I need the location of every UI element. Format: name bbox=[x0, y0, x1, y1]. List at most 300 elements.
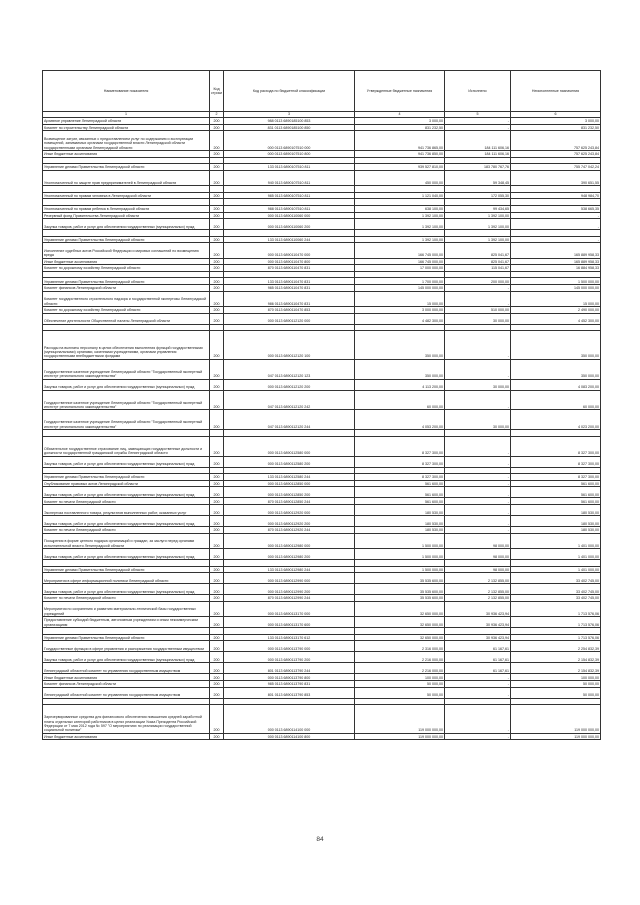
approved-amount-cell: 15 000,00 bbox=[355, 291, 445, 306]
budget-code-cell: 133 0113 6890112580 244 bbox=[224, 474, 355, 481]
budget-code-cell: 940 0113 6890107510 811 bbox=[224, 170, 355, 185]
table-row bbox=[43, 467, 601, 474]
unexecuted-amount-cell bbox=[511, 157, 601, 164]
line-code-cell: 200 bbox=[210, 258, 224, 265]
unexecuted-amount-cell: 350 000,00 bbox=[511, 331, 601, 360]
budget-code-cell: 000 0113 6890112120 200 bbox=[224, 379, 355, 390]
indicator-name-cell: Уполномоченный по правам человека в Ленинградской области bbox=[43, 192, 210, 199]
budget-code-cell bbox=[224, 186, 355, 193]
approved-amount-cell: 941 736 850,00 bbox=[355, 150, 445, 157]
line-code-cell: 200 bbox=[210, 533, 224, 548]
unexecuted-amount-cell bbox=[511, 186, 601, 193]
line-code-cell: 200 bbox=[210, 359, 224, 379]
executed-amount-cell: 510 000,00 bbox=[445, 307, 511, 314]
indicator-name-cell: Иные бюджетные ассигнования bbox=[43, 733, 210, 740]
table-row bbox=[43, 131, 601, 151]
approved-amount-cell: 35 535 600,00 bbox=[355, 573, 445, 584]
approved-amount-cell: 60 000,00 bbox=[355, 390, 445, 410]
budget-code-cell bbox=[224, 628, 355, 635]
header-unexecuted: Неисполненные назначения bbox=[511, 71, 601, 112]
unexecuted-amount-cell: 16 884 958,33 bbox=[511, 265, 601, 272]
unexecuted-amount-cell: 119 000 000,00 bbox=[511, 733, 601, 740]
table-row bbox=[43, 192, 601, 199]
executed-amount-cell: - bbox=[445, 285, 511, 292]
header-line-code: Код строки bbox=[210, 71, 224, 112]
indicator-name-cell: Иные бюджетные ассигнования bbox=[43, 674, 210, 681]
table-row bbox=[43, 548, 601, 559]
executed-amount-cell: - bbox=[445, 487, 511, 498]
unexecuted-amount-cell: 561 600,00 bbox=[511, 487, 601, 498]
unexecuted-amount-cell: 561 600,00 bbox=[511, 498, 601, 505]
line-code-cell bbox=[210, 199, 224, 206]
unexecuted-amount-cell bbox=[511, 628, 601, 635]
executed-amount-cell bbox=[445, 271, 511, 278]
budget-code-cell: 000 0113 6890112120 000 bbox=[224, 313, 355, 324]
table-row bbox=[43, 243, 601, 258]
unexecuted-amount-cell: 33 402 745,00 bbox=[511, 584, 601, 595]
table-row bbox=[43, 124, 601, 131]
table-row bbox=[43, 527, 601, 534]
table-row bbox=[43, 533, 601, 548]
budget-code-cell: 000 0113 6890112850 200 bbox=[224, 487, 355, 498]
executed-amount-cell: 61 167,61 bbox=[445, 641, 511, 652]
indicator-name-cell: Управление делами Правительства Ленинградской области bbox=[43, 566, 210, 573]
approved-amount-cell: 35 535 600,00 bbox=[355, 595, 445, 602]
indicator-name-cell: Мероприятия в сфере информационной политики Ленинградской области bbox=[43, 573, 210, 584]
unexecuted-amount-cell: 2 254 832,39 bbox=[511, 641, 601, 652]
executed-amount-cell: - bbox=[445, 505, 511, 516]
column-number: 2 bbox=[210, 112, 224, 118]
unexecuted-amount-cell bbox=[511, 324, 601, 331]
unexecuted-amount-cell bbox=[511, 559, 601, 566]
line-code-cell: 200 bbox=[210, 617, 224, 628]
indicator-name-cell: Комитет по печати Ленинградской области bbox=[43, 498, 210, 505]
executed-amount-cell: 1 392 100,00 bbox=[445, 236, 511, 243]
executed-amount-cell: 825 041,67 bbox=[445, 243, 511, 258]
approved-amount-cell: 180 530,00 bbox=[355, 527, 445, 534]
line-code-cell: 200 bbox=[210, 313, 224, 324]
executed-amount-cell: - bbox=[445, 498, 511, 505]
executed-amount-cell: 1 392 100,00 bbox=[445, 212, 511, 219]
unexecuted-amount-cell: 4 452 300,00 bbox=[511, 313, 601, 324]
approved-amount-cell: 831 232,50 bbox=[355, 124, 445, 131]
unexecuted-amount-cell: 538 665,35 bbox=[511, 205, 601, 212]
indicator-name-cell: Комитет финансов Ленинградской области bbox=[43, 285, 210, 292]
budget-code-cell: 000 0113 6890112990 000 bbox=[224, 573, 355, 584]
header-budget-code: Код расхода по бюджетной классификации bbox=[224, 71, 355, 112]
header-executed: Исполнено bbox=[445, 71, 511, 112]
unexecuted-amount-cell: 33 402 745,00 bbox=[511, 573, 601, 584]
executed-amount-cell bbox=[445, 467, 511, 474]
table-header-row bbox=[43, 71, 601, 112]
table-row bbox=[43, 487, 601, 498]
approved-amount-cell: 1 392 100,00 bbox=[355, 236, 445, 243]
budget-code-cell bbox=[224, 271, 355, 278]
header-indicator-name: Наименование показателя bbox=[43, 71, 210, 112]
unexecuted-amount-cell bbox=[511, 230, 601, 237]
unexecuted-amount-cell: 100 000,00 bbox=[511, 674, 601, 681]
table-row bbox=[43, 584, 601, 595]
approved-amount-cell: 4 053 200,00 bbox=[355, 410, 445, 430]
approved-amount-cell bbox=[355, 698, 445, 705]
budget-code-cell: 985 0113 6890110470 831 bbox=[224, 285, 355, 292]
line-code-cell: 200 bbox=[210, 680, 224, 687]
budget-code-cell bbox=[224, 698, 355, 705]
table-row bbox=[43, 498, 601, 505]
table-row bbox=[43, 390, 601, 410]
executed-amount-cell bbox=[445, 157, 511, 164]
executed-amount-cell: 30 000,00 bbox=[445, 313, 511, 324]
line-code-cell: 200 bbox=[210, 150, 224, 157]
approved-amount-cell: 2 216 000,00 bbox=[355, 663, 445, 674]
executed-amount-cell: - bbox=[445, 456, 511, 467]
approved-amount-cell: 119 000 000,00 bbox=[355, 705, 445, 734]
budget-code-cell: 000 0113 6890113170 600 bbox=[224, 617, 355, 628]
unexecuted-amount-cell: 1 500 000,00 bbox=[511, 278, 601, 285]
line-code-cell: 200 bbox=[210, 192, 224, 199]
executed-amount-cell: - bbox=[445, 291, 511, 306]
budget-code-cell: 000 0113 6890112120 100 bbox=[224, 331, 355, 360]
line-code-cell: 200 bbox=[210, 291, 224, 306]
table-row bbox=[43, 285, 601, 292]
indicator-name-cell: Расходы на выплаты персоналу в целях обеспечения выполнения функций государственными (муниципальными) органами, казенными учреждениями, органами управления государственными внебюджетными фондами bbox=[43, 331, 210, 360]
indicator-name-cell: Комитет по дорожному хозяйству Ленинградской области bbox=[43, 265, 210, 272]
budget-code-cell bbox=[224, 157, 355, 164]
executed-amount-cell: - bbox=[445, 733, 511, 740]
approved-amount-cell: 561 600,00 bbox=[355, 480, 445, 487]
approved-amount-cell: 50 000,00 bbox=[355, 680, 445, 687]
executed-amount-cell: - bbox=[445, 124, 511, 131]
budget-code-cell: 000 0113 6890113170 000 bbox=[224, 601, 355, 616]
unexecuted-amount-cell: 15 000,00 bbox=[511, 291, 601, 306]
approved-amount-cell: 1 121 040,00 bbox=[355, 192, 445, 199]
table-row bbox=[43, 170, 601, 185]
indicator-name-cell bbox=[43, 230, 210, 237]
approved-amount-cell: 32 650 000,00 bbox=[355, 601, 445, 616]
budget-code-cell: 133 0113 6890110470 831 bbox=[224, 278, 355, 285]
approved-amount-cell: 8 327 300,00 bbox=[355, 474, 445, 481]
indicator-name-cell: Управление делами Правительства Ленинградской области bbox=[43, 474, 210, 481]
indicator-name-cell bbox=[43, 324, 210, 331]
line-code-cell bbox=[210, 467, 224, 474]
table-row bbox=[43, 236, 601, 243]
line-code-cell bbox=[210, 698, 224, 705]
approved-amount-cell: 8 327 300,00 bbox=[355, 456, 445, 467]
unexecuted-amount-cell: 8 327 300,00 bbox=[511, 456, 601, 467]
line-code-cell: 200 bbox=[210, 236, 224, 243]
table-row bbox=[43, 652, 601, 663]
unexecuted-amount-cell: 755 747 042,24 bbox=[511, 164, 601, 171]
indicator-name-cell: Закупка товаров, работ и услуг для обеспечения государственных (муниципальных) нужд bbox=[43, 379, 210, 390]
approved-amount-cell: 17 000 000,00 bbox=[355, 265, 445, 272]
executed-amount-cell bbox=[445, 199, 511, 206]
table-row bbox=[43, 118, 601, 125]
table-row bbox=[43, 516, 601, 527]
approved-amount-cell: 1 500 000,00 bbox=[355, 548, 445, 559]
executed-amount-cell: - bbox=[445, 705, 511, 734]
budget-code-cell: 000 0113 6890110060 200 bbox=[224, 219, 355, 230]
indicator-name-cell: Закупка товаров, работ и услуг для обеспечения государственных (муниципальных) нужд bbox=[43, 487, 210, 498]
approved-amount-cell: 119 000 000,00 bbox=[355, 733, 445, 740]
line-code-cell bbox=[210, 430, 224, 437]
unexecuted-amount-cell: 180 530,00 bbox=[511, 516, 601, 527]
executed-amount-cell: 184 111 606,16 bbox=[445, 150, 511, 157]
approved-amount-cell: 180 530,00 bbox=[355, 516, 445, 527]
executed-amount-cell: 30 936 423,94 bbox=[445, 601, 511, 616]
budget-code-cell: 870 0113 6890110470 831 bbox=[224, 265, 355, 272]
budget-code-cell: 988 0113 6890185100 853 bbox=[224, 118, 355, 125]
indicator-name-cell: Государственное казенное учреждение Ленинградской области "Государственный экспертный институт регионального законодательства" bbox=[43, 410, 210, 430]
approved-amount-cell: 941 736 865,00 bbox=[355, 131, 445, 151]
column-number: 1 bbox=[43, 112, 210, 118]
unexecuted-amount-cell: 145 000 000,00 bbox=[511, 285, 601, 292]
approved-amount-cell: 166 745 000,00 bbox=[355, 243, 445, 258]
indicator-name-cell: Исполнение судебных актов Российской Федерации и мировых соглашений по возмещению вреда bbox=[43, 243, 210, 258]
executed-amount-cell: - bbox=[445, 680, 511, 687]
indicator-name-cell: Обязательное государственное страхование лиц, замещающих государственные должности и должности государственной гражданской службы Ленинградской области bbox=[43, 436, 210, 456]
indicator-name-cell bbox=[43, 199, 210, 206]
indicator-name-cell: Поощрения в форме ценного подарка организаций и граждан, за заслуги перед органами исполнительной власти Ленинградской области bbox=[43, 533, 210, 548]
table-row bbox=[43, 379, 601, 390]
line-code-cell: 200 bbox=[210, 584, 224, 595]
indicator-name-cell: Предоставление субсидий бюджетным, автономным учреждениям и иным некоммерческим организациям bbox=[43, 617, 210, 628]
line-code-cell: 200 bbox=[210, 487, 224, 498]
table-row bbox=[43, 628, 601, 635]
executed-amount-cell bbox=[445, 628, 511, 635]
budget-code-cell: 988 0113 6890107510 811 bbox=[224, 205, 355, 212]
approved-amount-cell: 561 600,00 bbox=[355, 498, 445, 505]
line-code-cell: 200 bbox=[210, 331, 224, 360]
table-row bbox=[43, 705, 601, 734]
table-row bbox=[43, 663, 601, 674]
unexecuted-amount-cell: - bbox=[511, 219, 601, 230]
budget-code-cell: 000 0113 6890112920 200 bbox=[224, 516, 355, 527]
budget-code-cell: 870 0113 6890112990 244 bbox=[224, 595, 355, 602]
executed-amount-cell: - bbox=[445, 436, 511, 456]
budget-code-cell bbox=[224, 559, 355, 566]
approved-amount-cell: 350 000,00 bbox=[355, 331, 445, 360]
table-row bbox=[43, 733, 601, 740]
indicator-name-cell: Комитет по строительству Ленинградской области bbox=[43, 124, 210, 131]
budget-code-cell: 000 0113 6890112980 000 bbox=[224, 533, 355, 548]
table-row bbox=[43, 359, 601, 379]
executed-amount-cell: 2 132 855,00 bbox=[445, 595, 511, 602]
unexecuted-amount-cell: 350 000,00 bbox=[511, 359, 601, 379]
table-row bbox=[43, 680, 601, 687]
column-number: 4 bbox=[355, 112, 445, 118]
unexecuted-amount-cell: 50 000,00 bbox=[511, 680, 601, 687]
line-code-cell: 200 bbox=[210, 205, 224, 212]
approved-amount-cell: 3 000 000,00 bbox=[355, 307, 445, 314]
line-code-cell: 200 bbox=[210, 243, 224, 258]
table-row bbox=[43, 641, 601, 652]
executed-amount-cell: 61 167,61 bbox=[445, 663, 511, 674]
line-code-cell: 200 bbox=[210, 674, 224, 681]
table-row bbox=[43, 698, 601, 705]
approved-amount-cell: 1 392 100,00 bbox=[355, 212, 445, 219]
line-code-cell: 200 bbox=[210, 379, 224, 390]
unexecuted-amount-cell: 119 000 000,00 bbox=[511, 705, 601, 734]
approved-amount-cell: 166 745 000,00 bbox=[355, 258, 445, 265]
indicator-name-cell: Ленинградский областной комитет по управлению государственным имуществом bbox=[43, 663, 210, 674]
indicator-name-cell: Закупка товаров, работ и услуг для обеспечения государственных (муниципальных) нужд bbox=[43, 456, 210, 467]
executed-amount-cell bbox=[445, 559, 511, 566]
unexecuted-amount-cell: 33 402 745,00 bbox=[511, 595, 601, 602]
budget-code-cell: 000 0113 6890114100 800 bbox=[224, 733, 355, 740]
budget-code-cell: 000 0113 6890112850 000 bbox=[224, 480, 355, 487]
line-code-cell: 200 bbox=[210, 548, 224, 559]
approved-amount-cell: 561 600,00 bbox=[355, 487, 445, 498]
unexecuted-amount-cell: - bbox=[511, 236, 601, 243]
indicator-name-cell: Закупка товаров, работ и услуг для обеспечения государственных (муниципальных) нужд bbox=[43, 584, 210, 595]
approved-amount-cell: 145 000 000,00 bbox=[355, 285, 445, 292]
indicator-name-cell bbox=[43, 186, 210, 193]
table-row bbox=[43, 150, 601, 157]
executed-amount-cell: 172 055,30 bbox=[445, 192, 511, 199]
indicator-name-cell bbox=[43, 698, 210, 705]
executed-amount-cell: - bbox=[445, 118, 511, 125]
unexecuted-amount-cell: 1 713 576,06 bbox=[511, 601, 601, 616]
budget-code-cell bbox=[224, 324, 355, 331]
approved-amount-cell bbox=[355, 199, 445, 206]
unexecuted-amount-cell: 757 625 243,84 bbox=[511, 131, 601, 151]
indicator-name-cell: Комитет государственного строительного надзора и государственной экспертизы Ленинградской области bbox=[43, 291, 210, 306]
approved-amount-cell bbox=[355, 467, 445, 474]
budget-code-cell: 000 0113 6890112580 200 bbox=[224, 456, 355, 467]
table-row bbox=[43, 205, 601, 212]
table-row bbox=[43, 307, 601, 314]
table-row bbox=[43, 258, 601, 265]
line-code-cell bbox=[210, 186, 224, 193]
unexecuted-amount-cell: 1 401 000,00 bbox=[511, 566, 601, 573]
executed-amount-cell: - bbox=[445, 359, 511, 379]
indicator-name-cell: Комитет по печати Ленинградской области bbox=[43, 527, 210, 534]
unexecuted-amount-cell: 1 401 000,00 bbox=[511, 533, 601, 548]
line-code-cell: 200 bbox=[210, 285, 224, 292]
budget-code-cell: 047 0113 6890112120 242 bbox=[224, 390, 355, 410]
indicator-name-cell bbox=[43, 157, 210, 164]
indicator-name-cell: Управление делами Правительства Ленинградской области bbox=[43, 236, 210, 243]
table-row bbox=[43, 164, 601, 171]
executed-amount-cell: - bbox=[445, 480, 511, 487]
executed-amount-cell bbox=[445, 324, 511, 331]
indicator-name-cell: Государственные функции в сфере управления и распоряжения государственным имуществом bbox=[43, 641, 210, 652]
approved-amount-cell: 450 000,00 bbox=[355, 170, 445, 185]
approved-amount-cell: 2 216 000,00 bbox=[355, 652, 445, 663]
approved-amount-cell: 4 113 200,00 bbox=[355, 379, 445, 390]
executed-amount-cell: 98 000,00 bbox=[445, 533, 511, 548]
table-row bbox=[43, 595, 601, 602]
approved-amount-cell bbox=[355, 271, 445, 278]
indicator-name-cell: Иные бюджетные ассигнования bbox=[43, 258, 210, 265]
executed-amount-cell: 115 041,67 bbox=[445, 265, 511, 272]
line-code-cell bbox=[210, 324, 224, 331]
approved-amount-cell: 1 500 000,00 bbox=[355, 566, 445, 573]
unexecuted-amount-cell: 4 083 200,00 bbox=[511, 379, 601, 390]
budget-code-cell: 000 0113 6890112990 200 bbox=[224, 584, 355, 595]
executed-amount-cell: 30 936 423,94 bbox=[445, 617, 511, 628]
line-code-cell: 200 bbox=[210, 663, 224, 674]
unexecuted-amount-cell: 180 530,00 bbox=[511, 527, 601, 534]
budget-code-cell: 000 0113 6890107510 800 bbox=[224, 150, 355, 157]
line-code-cell bbox=[210, 628, 224, 635]
approved-amount-cell bbox=[355, 157, 445, 164]
table-row bbox=[43, 634, 601, 641]
approved-amount-cell: 939 527 810,00 bbox=[355, 164, 445, 171]
executed-amount-cell: 200 000,00 bbox=[445, 278, 511, 285]
line-code-cell: 200 bbox=[210, 566, 224, 573]
approved-amount-cell: 180 530,00 bbox=[355, 505, 445, 516]
indicator-name-cell: Управление делами Правительства Ленинградской области bbox=[43, 634, 210, 641]
indicator-name-cell: Обеспечение деятельности Общественной палаты Ленинградской области bbox=[43, 313, 210, 324]
budget-code-cell: 000 0113 6890110470 000 bbox=[224, 243, 355, 258]
table-row bbox=[43, 410, 601, 430]
header-approved: Утвержденные бюджетные назначения bbox=[355, 71, 445, 112]
table-row bbox=[43, 230, 601, 237]
indicator-name-cell: Экспертиза поставленного товара, результатов выполненных работ, оказанных услуг bbox=[43, 505, 210, 516]
executed-amount-cell: 98 000,00 bbox=[445, 566, 511, 573]
approved-amount-cell: 1 392 100,00 bbox=[355, 219, 445, 230]
executed-amount-cell: - bbox=[445, 687, 511, 698]
unexecuted-amount-cell: 1 713 576,06 bbox=[511, 617, 601, 628]
executed-amount-cell: - bbox=[445, 674, 511, 681]
column-number: 6 bbox=[511, 112, 601, 118]
approved-amount-cell bbox=[355, 186, 445, 193]
unexecuted-amount-cell: 757 625 243,84 bbox=[511, 150, 601, 157]
table-row bbox=[43, 265, 601, 272]
unexecuted-amount-cell: 1 401 000,00 bbox=[511, 548, 601, 559]
unexecuted-amount-cell: 165 889 958,33 bbox=[511, 258, 601, 265]
budget-code-cell: 000 0113 6890107510 000 bbox=[224, 131, 355, 151]
executed-amount-cell bbox=[445, 430, 511, 437]
approved-amount-cell: 8 327 300,00 bbox=[355, 436, 445, 456]
indicator-name-cell: Комитет по дорожному хозяйству Ленинградской области bbox=[43, 307, 210, 314]
executed-amount-cell: - bbox=[445, 390, 511, 410]
executed-amount-cell: - bbox=[445, 331, 511, 360]
budget-code-cell bbox=[224, 230, 355, 237]
indicator-name-cell: Мероприятия по сохранению и развитию материально-технической базы государственных учреждений bbox=[43, 601, 210, 616]
table-row bbox=[43, 674, 601, 681]
line-code-cell: 200 bbox=[210, 498, 224, 505]
budget-table-page bbox=[42, 70, 600, 740]
approved-amount-cell: 350 000,00 bbox=[355, 359, 445, 379]
executed-amount-cell: 98 000,00 bbox=[445, 548, 511, 559]
indicator-name-cell: Комитет по печати Ленинградской области bbox=[43, 595, 210, 602]
budget-code-cell bbox=[224, 430, 355, 437]
table-row bbox=[43, 186, 601, 193]
indicator-name-cell: Закупка товаров, работ и услуг для обеспечения государственных (муниципальных) нужд bbox=[43, 516, 210, 527]
table-row bbox=[43, 617, 601, 628]
table-row bbox=[43, 313, 601, 324]
unexecuted-amount-cell bbox=[511, 467, 601, 474]
budget-code-cell: 870 0113 6890110470 853 bbox=[224, 307, 355, 314]
indicator-name-cell bbox=[43, 271, 210, 278]
approved-amount-cell: 1 700 000,00 bbox=[355, 278, 445, 285]
table-row bbox=[43, 157, 601, 164]
line-code-cell: 200 bbox=[210, 595, 224, 602]
executed-amount-cell bbox=[445, 230, 511, 237]
budget-code-cell: 870 0113 6890112850 244 bbox=[224, 498, 355, 505]
budget-code-cell: 986 0113 6890110470 831 bbox=[224, 291, 355, 306]
page-number: 84 bbox=[316, 836, 324, 843]
line-code-cell: 200 bbox=[210, 390, 224, 410]
approved-amount-cell: 100 000,00 bbox=[355, 674, 445, 681]
line-code-cell bbox=[210, 559, 224, 566]
indicator-name-cell: Иные бюджетные ассигнования bbox=[43, 150, 210, 157]
table-row bbox=[43, 474, 601, 481]
line-code-cell bbox=[210, 271, 224, 278]
approved-amount-cell: 32 650 000,00 bbox=[355, 634, 445, 641]
